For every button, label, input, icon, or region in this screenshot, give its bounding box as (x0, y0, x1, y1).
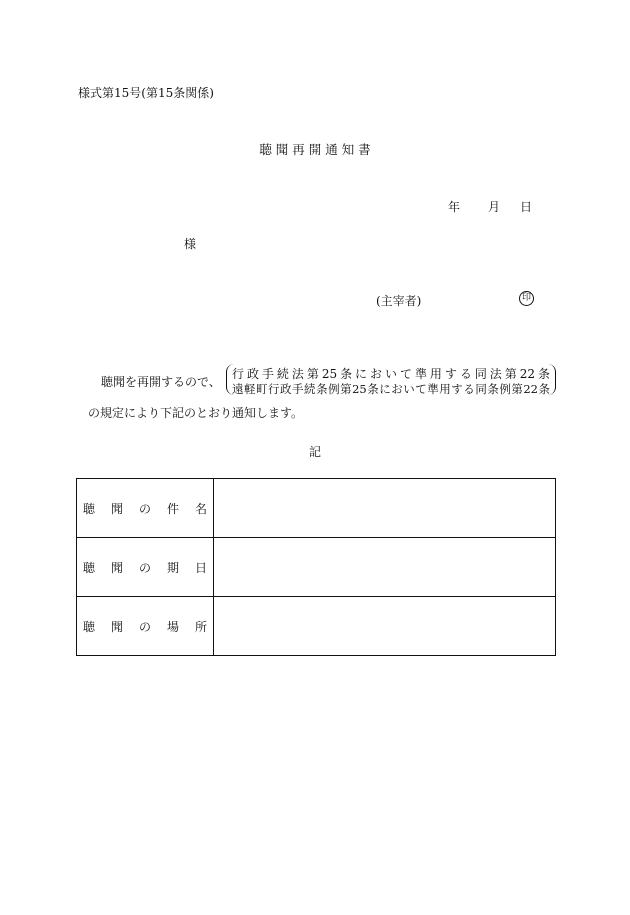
provision-text: の規定により下記のとおり通知します。 (88, 406, 304, 420)
legal-basis-option-2: 遠軽町行政手続条例第25条において準用する同条例第22条 (232, 382, 550, 396)
table-row (77, 479, 556, 538)
legal-basis-option-1: 行政手続法第25条において準用する同法第22条 (232, 367, 550, 381)
row-value-place (214, 597, 556, 656)
row-label-date: 聴 聞 の 期 日 (77, 538, 214, 597)
row-value-date (214, 538, 556, 597)
date-day-label: 日 (520, 200, 533, 214)
document-title: 聴 聞 再 開 通 知 書 (259, 142, 371, 157)
addressee-honorific: 様 (184, 237, 197, 251)
date-month-label: 月 (488, 200, 501, 214)
row-label-case-name: 聴 聞 の 件 名 (77, 479, 214, 538)
row-value-case-name (214, 479, 556, 538)
seal-mark: 印 (519, 291, 534, 306)
details-table (76, 478, 556, 656)
table-row (77, 538, 556, 597)
presider-label: (主宰者) (376, 294, 422, 308)
date-year-label: 年 (448, 200, 461, 214)
date-line (448, 198, 532, 215)
row-label-place: 聴 聞 の 場 所 (77, 597, 214, 656)
table-row (77, 597, 556, 656)
ki-heading: 記 (308, 445, 321, 459)
form-number: 様式第15号(第15条関係) (78, 86, 214, 100)
intro-text: 聴聞を再開するので、 (101, 375, 221, 389)
